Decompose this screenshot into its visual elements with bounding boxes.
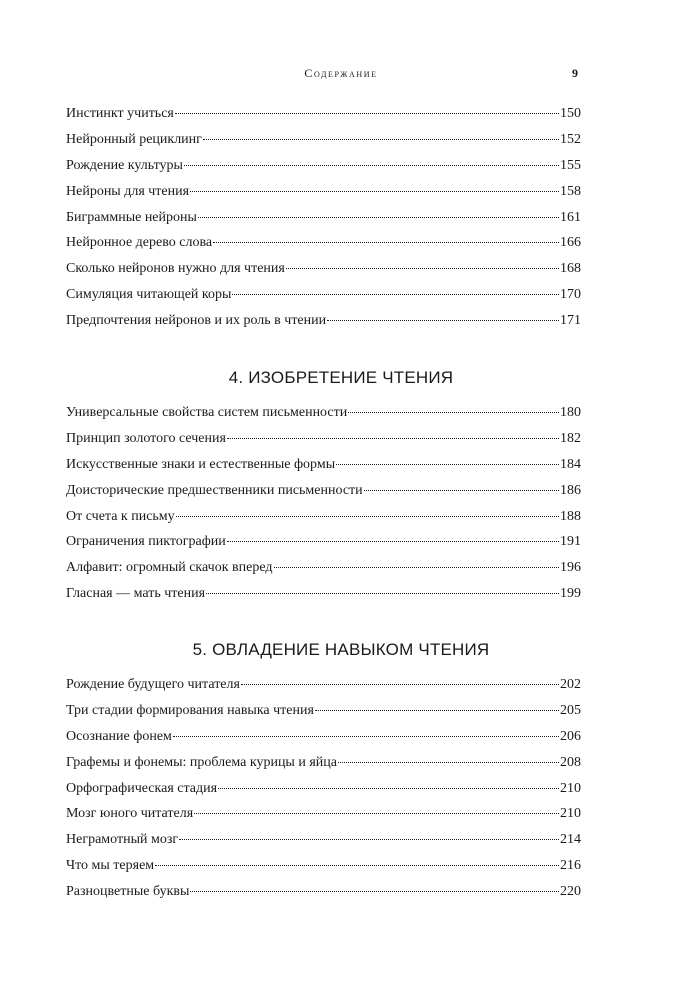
dot-leader — [206, 593, 559, 594]
toc-entry[interactable] — [66, 750, 581, 776]
toc-entry[interactable] — [66, 776, 581, 802]
toc-entry-page: 205 — [560, 702, 581, 718]
toc-entry-title: Нейроны для чтения — [66, 183, 190, 199]
toc-entry-title: Сколько нейронов нужно для чтения — [66, 261, 285, 277]
toc-entry-page: 152 — [560, 131, 581, 147]
toc-entry[interactable] — [66, 400, 581, 426]
toc-entry[interactable] — [66, 101, 581, 127]
toc-entry-title: Графемы и фонемы: проблема курицы и яйца — [66, 754, 337, 770]
toc-entry-page: 199 — [560, 586, 581, 602]
dot-leader — [227, 541, 559, 542]
toc-section-chapter5 — [66, 672, 581, 905]
toc-entry-page: 196 — [560, 560, 581, 576]
toc-entry-page: 155 — [560, 157, 581, 173]
toc-entry-page: 150 — [560, 106, 581, 121]
toc-entry[interactable] — [66, 879, 581, 905]
dot-leader — [327, 320, 559, 321]
toc-entry-title: Симуляция читающей коры — [66, 287, 232, 303]
toc-entry[interactable] — [66, 478, 581, 504]
toc-entry[interactable] — [66, 724, 581, 750]
toc-section-top — [66, 101, 581, 334]
dot-leader — [194, 813, 559, 814]
toc-entry-title: Универсальные свойства систем письменности — [66, 405, 348, 420]
dot-leader — [274, 567, 560, 568]
toc-entry[interactable] — [66, 698, 581, 724]
dot-leader — [364, 490, 559, 491]
toc-entry-title: Осознание фонем — [66, 728, 172, 744]
dot-leader — [338, 762, 559, 763]
toc-entry[interactable] — [66, 529, 581, 555]
toc-entry[interactable] — [66, 853, 581, 879]
toc-entry-page: 182 — [560, 430, 581, 446]
dot-leader — [175, 113, 559, 114]
toc-entry[interactable] — [66, 153, 581, 179]
toc-entry[interactable] — [66, 452, 581, 478]
toc-entry-page: 161 — [560, 209, 581, 225]
toc-entry-title: Искусственные знаки и естественные формы — [66, 456, 336, 472]
toc-entry[interactable] — [66, 179, 581, 205]
toc-entry[interactable] — [66, 504, 581, 530]
toc-entry-title: Нейронный рециклинг — [66, 131, 202, 147]
toc-entry[interactable] — [66, 282, 581, 308]
toc-entry-title: Доисторические предшественники письменности — [66, 482, 363, 498]
toc-entry-title: Рождение культуры — [66, 157, 183, 173]
toc-entry[interactable] — [66, 127, 581, 153]
dot-leader — [218, 788, 559, 789]
toc-section-chapter4 — [66, 400, 581, 607]
page-number: 9 — [572, 66, 578, 80]
toc-entry-title: Нейронное дерево слова — [66, 235, 213, 251]
toc-entry[interactable] — [66, 256, 581, 282]
toc-entry-title: Алфавит: огромный скачок вперед — [66, 560, 273, 576]
toc-entry-page: 216 — [560, 858, 581, 874]
toc-entry-page: 220 — [560, 884, 581, 900]
toc-entry-title: Принцип золотого сечения — [66, 430, 226, 446]
toc-entry-page: 158 — [560, 183, 581, 199]
dot-leader — [241, 684, 559, 685]
dot-leader — [176, 516, 559, 517]
toc-entry-page: 208 — [560, 754, 581, 770]
dot-leader — [213, 242, 559, 243]
chapter-heading: 4. ИЗОБРЕТЕНИЕ ЧТЕНИЯ — [228, 368, 454, 387]
dot-leader — [190, 191, 559, 192]
toc-entry-page: 206 — [560, 728, 581, 744]
dot-leader — [336, 464, 559, 465]
dot-leader — [179, 839, 559, 840]
toc-entry[interactable] — [66, 801, 581, 827]
toc-entry[interactable] — [66, 230, 581, 256]
dot-leader — [315, 710, 559, 711]
toc-entry-page: 188 — [560, 508, 581, 524]
toc-entry-page: 214 — [560, 832, 581, 848]
toc-entry-title: Инстинкт учиться — [66, 106, 174, 121]
toc-entry[interactable] — [66, 555, 581, 581]
dot-leader — [198, 217, 559, 218]
toc-entry-page: 202 — [560, 677, 581, 692]
toc-entry-page: 184 — [560, 456, 581, 472]
running-header: Содержание — [304, 66, 378, 80]
toc-entry-page: 210 — [560, 780, 581, 796]
dot-leader — [348, 412, 559, 413]
toc-entry-title: Что мы теряем — [66, 858, 155, 874]
toc-entry-page: 191 — [560, 534, 581, 550]
dot-leader — [286, 268, 559, 269]
toc-entry-title: Неграмотный мозг — [66, 832, 179, 848]
toc-entry-title: Биграммные нейроны — [66, 209, 197, 225]
toc-entry-page: 166 — [560, 235, 581, 251]
toc-entry-page: 171 — [560, 313, 581, 329]
toc-entry-title: От счета к письму — [66, 508, 175, 524]
toc-entry-page: 170 — [560, 287, 581, 303]
dot-leader — [190, 891, 559, 892]
dot-leader — [155, 865, 559, 866]
toc-entry[interactable] — [66, 205, 581, 231]
toc-entry-page: 180 — [560, 405, 581, 420]
toc-entry[interactable] — [66, 672, 581, 698]
toc-entry[interactable] — [66, 827, 581, 853]
toc-entry-title: Гласная — мать чтения — [66, 586, 206, 602]
toc-entry[interactable] — [66, 308, 581, 334]
toc-entry-title: Орфографическая стадия — [66, 780, 218, 796]
toc-entry-page: 210 — [560, 806, 581, 822]
dot-leader — [232, 294, 559, 295]
toc-entry-title: Разноцветные буквы — [66, 884, 190, 900]
toc-entry-title: Ограничения пиктографии — [66, 534, 226, 550]
dot-leader — [184, 165, 559, 166]
toc-entry[interactable] — [66, 426, 581, 452]
toc-entry-title: Три стадии формирования навыка чтения — [66, 702, 314, 718]
dot-leader — [203, 139, 559, 140]
toc-entry-title: Мозг юного читателя — [66, 806, 194, 822]
toc-entry-title: Предпочтения нейронов и их роль в чтении — [66, 313, 327, 329]
toc-entry[interactable] — [66, 581, 581, 607]
toc-entry-title: Рождение будущего читателя — [66, 677, 240, 692]
toc-entry-page: 186 — [560, 482, 581, 498]
dot-leader — [173, 736, 559, 737]
dot-leader — [227, 438, 559, 439]
toc-entry-page: 168 — [560, 261, 581, 277]
chapter-heading: 5. ОВЛАДЕНИЕ НАВЫКОМ ЧТЕНИЯ — [192, 640, 490, 659]
